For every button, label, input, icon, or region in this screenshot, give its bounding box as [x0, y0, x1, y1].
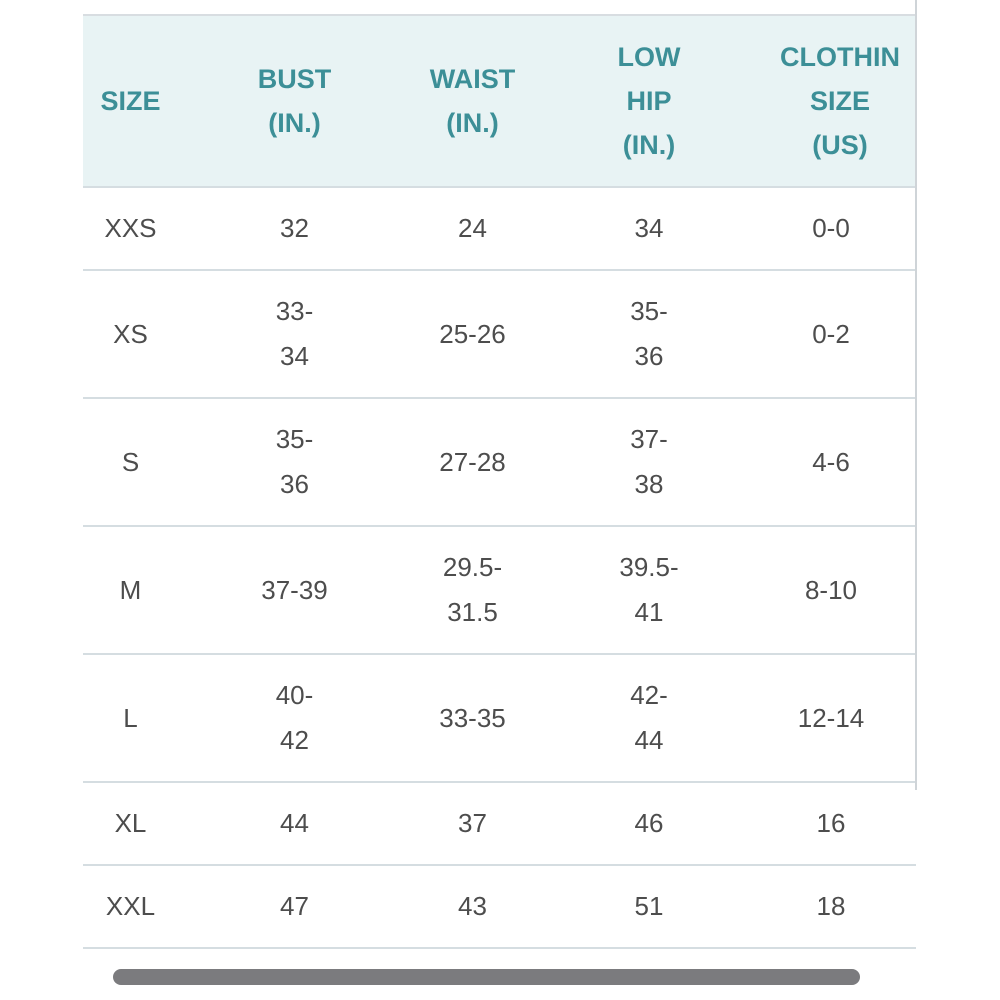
cell-clothing-size: 16 — [764, 782, 916, 865]
cell-low-hip: 46 — [534, 782, 764, 865]
cell-bust: 32 — [178, 187, 411, 270]
table-row — [83, 782, 916, 865]
cell-bust: 35- 36 — [178, 398, 411, 526]
table-row — [83, 526, 916, 654]
cell-clothing-size: 18 — [764, 865, 916, 948]
cell-waist: 27-28 — [411, 398, 534, 526]
table-row — [83, 187, 916, 270]
size-chart-table — [83, 16, 916, 949]
cell-bust: 40- 42 — [178, 654, 411, 782]
cell-low-hip: 35- 36 — [534, 270, 764, 398]
header-bust: BUST (IN.) — [178, 16, 411, 187]
table-row — [83, 865, 916, 948]
table-row — [83, 398, 916, 526]
cell-clothing-size: 0-2 — [764, 270, 916, 398]
cell-clothing-size: 12-14 — [764, 654, 916, 782]
cell-size: L — [83, 654, 178, 782]
cell-size: XXL — [83, 865, 178, 948]
cell-bust: 44 — [178, 782, 411, 865]
cell-bust: 37-39 — [178, 526, 411, 654]
cell-size: XL — [83, 782, 178, 865]
cell-clothing-size: 0-0 — [764, 187, 916, 270]
cell-waist: 25-26 — [411, 270, 534, 398]
cell-clothing-size: 8-10 — [764, 526, 916, 654]
header-low-hip: LOW HIP (IN.) — [534, 16, 764, 187]
header-waist: WAIST (IN.) — [411, 16, 534, 187]
header-size: SIZE — [83, 16, 178, 187]
cell-low-hip: 37- 38 — [534, 398, 764, 526]
horizontal-scrollbar-thumb[interactable] — [113, 969, 860, 985]
cell-bust: 47 — [178, 865, 411, 948]
size-chart-panel — [83, 0, 916, 955]
cell-low-hip: 51 — [534, 865, 764, 948]
cell-bust: 33- 34 — [178, 270, 411, 398]
table-header-row — [83, 16, 916, 187]
cell-waist: 43 — [411, 865, 534, 948]
cell-low-hip: 42- 44 — [534, 654, 764, 782]
cell-waist: 33-35 — [411, 654, 534, 782]
cell-low-hip: 34 — [534, 187, 764, 270]
cell-size: M — [83, 526, 178, 654]
top-divider — [83, 0, 916, 16]
cell-clothing-size: 4-6 — [764, 398, 916, 526]
cell-size: XS — [83, 270, 178, 398]
header-clothing-size: CLOTHIN SIZE (US) — [764, 16, 916, 187]
cell-waist: 37 — [411, 782, 534, 865]
cell-waist: 24 — [411, 187, 534, 270]
cell-size: S — [83, 398, 178, 526]
cell-waist: 29.5- 31.5 — [411, 526, 534, 654]
table-row — [83, 654, 916, 782]
panel-right-edge — [915, 0, 917, 790]
cell-size: XXS — [83, 187, 178, 270]
cell-low-hip: 39.5- 41 — [534, 526, 764, 654]
table-row — [83, 270, 916, 398]
